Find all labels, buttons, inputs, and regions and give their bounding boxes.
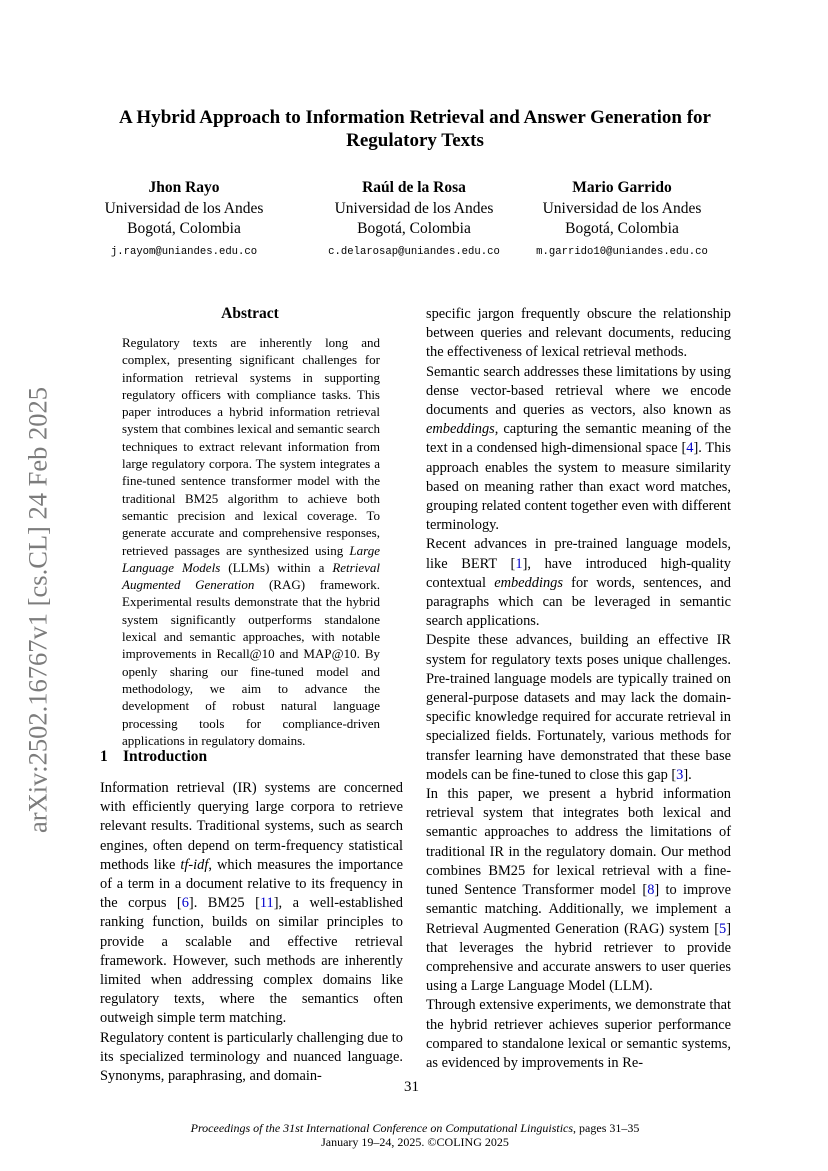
page-footer (100, 1121, 730, 1149)
citation-link[interactable]: 1 (515, 555, 523, 572)
author-affiliation: Universidad de los Andes (334, 199, 494, 217)
author-affiliation: Universidad de los Andes (104, 199, 264, 217)
section-title: Introduction (123, 748, 208, 765)
arxiv-id: arXiv:2502.16767v1 [cs.CL] 24 Feb 2025 (22, 386, 53, 834)
left-column-body (100, 779, 403, 1086)
page-number: 31 (404, 1079, 419, 1095)
author-block (512, 178, 732, 262)
author-name: Raúl de la Rosa (362, 179, 466, 196)
citation-link[interactable]: 8 (647, 882, 655, 899)
author-block (304, 178, 524, 262)
abstract-heading: Abstract (221, 305, 279, 322)
paragraph: Regulatory content is particularly challenging due to its specialized terminology and nuanced language. Synonyms, paraphrasing, and domain- (100, 1029, 403, 1085)
author-location: Bogotá, Colombia (127, 220, 241, 237)
citation-link[interactable]: 5 (719, 920, 727, 937)
section-number: 1 (100, 748, 108, 765)
author-email[interactable]: m.garrido10@uniandes.edu.co (536, 245, 708, 258)
author-affiliation: Universidad de los Andes (542, 199, 702, 217)
author-location: Bogotá, Colombia (565, 220, 679, 237)
author-name: Mario Garrido (572, 179, 672, 196)
author-block (74, 178, 294, 262)
paragraph: Semantic search addresses these limitations by using dense vector-based retrieval where we encode documents and queries as vectors, also known as embeddings, capturing the semantic meaning of the text in a condensed high-dimensional space [4]. This approach enables the system to measure similarity based on meaning rather than exact word matches, grouping related content together even with different terminology. (426, 363, 731, 534)
section-heading (100, 748, 207, 766)
footer-proceedings: Proceedings of the 31st International Conference on Computational Linguistics, pages 31–35 (190, 1121, 640, 1135)
paragraph: Despite these advances, building an effective IR system for regulatory texts poses unique challenges. Pre-trained language models are typically trained on general-purpose datasets and may lack the domain-specific knowledge required for accurate retrieval in specialized fields. Fortunately, various methods for transfer learning have demonstrated that these base models can be fine-tuned to close this gap [3]. (426, 632, 731, 783)
citation-link[interactable]: 6 (181, 895, 189, 912)
footer-dates: January 19–24, 2025. ©COLING 2025 (321, 1135, 509, 1149)
paragraph: In this paper, we present a hybrid information retrieval system that integrates both lexical and semantic approaches to address the limitations of traditional IR in the regulatory domain. Our method combines BM25 for lexical retrieval with a fine-tuned Sentence Transformer model [8] to improve semantic matching. Additionally, we implement a Retrieval Augmented Generation (RAG) system [5] that leverages the hybrid retriever to provide comprehensive and accurate answers to user queries using a Large Language Model (LLM). (426, 786, 732, 995)
paragraph: specific jargon frequently obscure the relationship between queries and relevant documents, reducing the effectiveness of lexical retrieval methods. (426, 306, 731, 361)
paragraph: Information retrieval (IR) systems are concerned with efficiently querying large corpora to retrieve relevant results. Traditional systems, such as search engines, often depend on term-frequency statistical methods like tf-idf, which measures the importance of a term in a document relative to its frequency in the corpus [6]. BM25 [11], a well-established ranking function, builds on similar principles to provide a scalable and effective retrieval framework. However, such methods are inherently limited when addressing complex domains like regulatory texts, where the semantics often outweigh simple term matching. (100, 780, 403, 1027)
author-name: Jhon Rayo (148, 179, 220, 196)
author-email[interactable]: c.delarosap@uniandes.edu.co (328, 245, 500, 258)
citation-link[interactable]: 11 (259, 895, 274, 912)
arxiv-stamp (18, 365, 58, 855)
paper-title: A Hybrid Approach to Information Retrieval and Answer Generation for Regulatory Texts (119, 107, 711, 151)
author-email[interactable]: j.rayom@uniandes.edu.co (110, 245, 258, 258)
citation-link[interactable]: 3 (676, 766, 684, 783)
right-column-body (426, 305, 731, 1073)
abstract-text: Regulatory texts are inherently long and complex, presenting significant challenges for information retrieval systems in supporting regulatory officers with compliance tasks. This paper introduces a hybrid information retrieval system that combines lexical and semantic search techniques to extract relevant information from large regulatory corpora. The system integrates a fine-tuned sentence transformer model with the traditional BM25 algorithm to achieve both semantic precision and lexical coverage. To generate accurate and comprehensive responses, retrieved passages are synthesized using Large Language Models (LLMs) within a Retrieval Augmented Generation (RAG) framework. Experimental results demonstrate that the hybrid system significantly outperforms standalone lexical and semantic approaches, with notable improvements in Recall@10 and MAP@10. By openly sharing our fine-tuned model and methodology, we aim to advance the development of robust natural language processing tools for compliance-driven applications in regulatory domains. (122, 335, 380, 748)
paragraph: Recent advances in pre-trained language models, like BERT [1], have introduced high-quality contextual embeddings for words, sentences, and paragraphs which can be leveraged in semantic search applications. (426, 536, 731, 630)
paragraph: Through extensive experiments, we demonstrate that the hybrid retriever achieves superior performance compared to standalone lexical or semantic systems, as evidenced by improvements in Re- (426, 997, 731, 1071)
citation-link[interactable]: 4 (686, 440, 694, 457)
author-location: Bogotá, Colombia (357, 220, 471, 237)
